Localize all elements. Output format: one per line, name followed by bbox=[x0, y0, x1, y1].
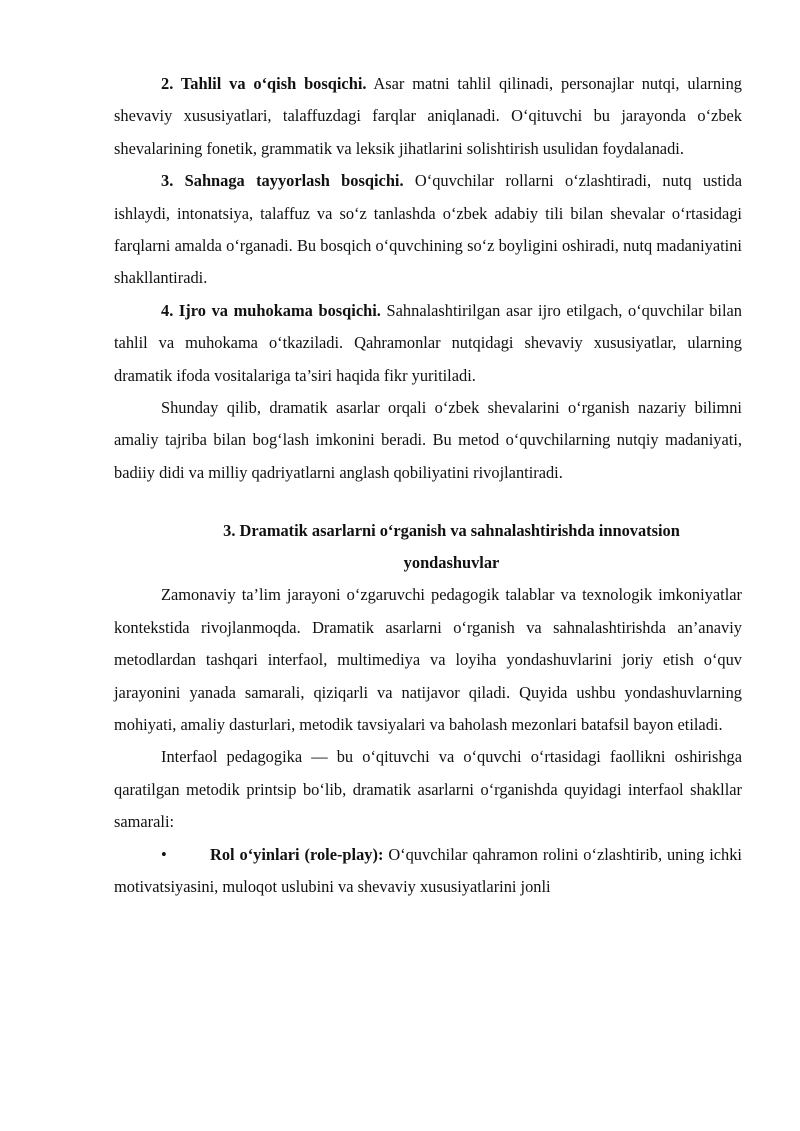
paragraph-conclusion: Shunday qilib, dramatik asarlar orqali o‘zbek shevalarini o‘rganish nazariy bilimni amaliy tajriba bilan bog‘lash imkonini beradi. Bu metod o‘quvchilarning nutqiy madaniyati, badiiy didi va milliy qadriyatlarni anglash qobiliyatini rivojlantiradi. bbox=[114, 398, 742, 482]
paragraph-title: 3. Sahnaga tayyorlash bosqichi. bbox=[161, 171, 404, 191]
bullet-item-role-play bbox=[114, 839, 742, 904]
paragraph-text: Sahnalashtirilgan asar ijro etilgach, o‘quvchilar bilan tahlil va muhokama o‘tkaziladi. Qahramonlar nutqidagi shevaviy xususiyatlar, ularning dramatik ifoda vositalariga ta’siri haqida fikr yuritiladi. bbox=[114, 300, 742, 385]
heading-line-2: yondashuvlar bbox=[403, 553, 500, 573]
paragraph-title: 4. Ijro va muhokama bosqichi. bbox=[161, 300, 381, 320]
section-heading bbox=[114, 515, 742, 579]
heading-line-1: 3. Dramatik asarlarni o‘rganish va sahnalashtirishda innovatsion bbox=[223, 521, 680, 541]
paragraph-zamonaviy: Zamonaviy ta’lim jarayoni o‘zgaruvchi pedagogik talablar va texnologik imkoniyatlar kontekstida rivojlanmoqda. Dramatik asarlarni o‘rganish va sahnalashtirishda an’anaviy metodlardan tashqari interfaol, multimediya va loyiha yondashuvlarini joriy etish o‘quv jarayonini yanada samarali, qiziqarli va natijavor qiladi. Quyida ushbu yondashuvlarning mohiyati, amaliy dasturlari, metodik tavsiyalari va baholash mezonlari batafsil bayon etiladi. bbox=[114, 585, 742, 734]
paragraph-text: O‘quvchilar rollarni o‘zlashtiradi, nutq ustida ishlaydi, intonatsiya, talaffuz va so‘z tanlashda o‘zbek adabiy tili bilan shevalar o‘rtasidagi farqlarni amalda o‘rganadi. Bu bosqich o‘quvchining so‘z boyligini oshiradi, nutq madaniyatini shakllantiradi. bbox=[114, 171, 743, 288]
paragraph-sahnaga-stage bbox=[114, 165, 742, 295]
paragraph-text: Asar matni tahlil qilinadi, personajlar nutqi, ularning shevaviy xususiyatlari, talaffuzdagi farqlar aniqlanadi. O‘qituvchi bu jarayonda o‘zbek shevalarining fonetik, grammatik va leksik jihatlarini solishtirish usulidan foydalanadi. bbox=[114, 74, 742, 158]
paragraph-title: 2. Tahlil va o‘qish bosqichi. bbox=[161, 74, 367, 93]
paragraph-interfaol: Interfaol pedagogika — bu o‘qituvchi va o‘quvchi o‘rtasidagi faollikni oshirishga qaratilgan metodik printsip bo‘lib, dramatik asarlarni o‘rganishda quyidagi interfaol shakllar samarali: bbox=[114, 747, 742, 832]
paragraph-ijro-stage bbox=[114, 295, 742, 392]
bullet-title: Rol o‘yinlari (role-play): bbox=[210, 844, 384, 864]
bullet-text: O‘quvchilar qahramon rolini o‘zlashtirib, uning ichki motivatsiyasini, muloqot uslubini va shevaviy xususiyatlarini jonli bbox=[114, 844, 742, 896]
document-page bbox=[114, 68, 742, 903]
section-spacer bbox=[114, 489, 742, 515]
paragraph-tahlil-stage bbox=[114, 68, 742, 165]
bullet-icon: • bbox=[161, 844, 167, 864]
